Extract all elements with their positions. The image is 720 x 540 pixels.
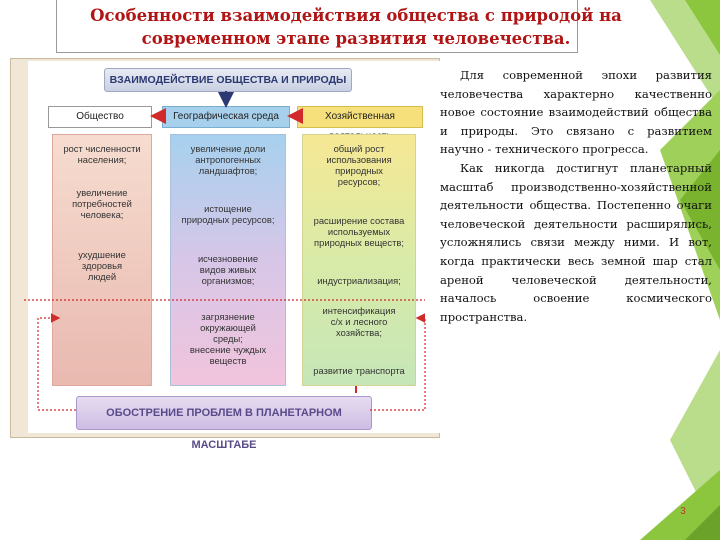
- list-item: расширение состава используемых природных веществ;: [313, 215, 405, 248]
- column-header-society: Общество: [48, 106, 152, 128]
- column-header-economy: Хозяйственная: [297, 106, 423, 128]
- page-number: 3: [680, 506, 686, 517]
- title-line-2: современном этапе развития человечества.: [141, 29, 571, 48]
- slide-title: [56, 4, 656, 50]
- list-item: увеличение доли антропогенных ландшафтов;: [190, 143, 266, 176]
- body-text: [440, 66, 712, 326]
- diagram-bottom-box: ОБОСТРЕНИЕ ПРОБЛЕМ В ПЛАНЕТАРНОМ МАСШТАБЕ: [76, 396, 372, 430]
- list-item: развитие транспорта: [313, 365, 405, 376]
- diagram-header: ВЗАИМОДЕЙСТВИЕ ОБЩЕСТВА И ПРИРОДЫ: [104, 68, 352, 92]
- list-item: загрязнение окружающей среды; внесение чуждых веществ: [189, 311, 267, 366]
- list-item: увеличение потребностей человека;: [72, 187, 132, 220]
- column-geo: [170, 134, 286, 386]
- list-item: индустриализация;: [317, 275, 401, 286]
- list-item: ухудшение здоровья людей: [78, 249, 126, 282]
- column-economy: [302, 134, 416, 386]
- list-item: исчезновение видов живых организмов;: [197, 253, 259, 286]
- paragraph-1: Для современной эпохи развития человечества характерно качественно новое состояние взаимодействий общества и природы. Это связано с развитием научно - технического прогресса.: [440, 68, 712, 157]
- list-item: общий рост использования природных ресурсов;: [326, 143, 392, 187]
- list-item: интенсификация с/х и лесного хозяйства;: [322, 305, 396, 338]
- list-item: рост численности населения;: [63, 143, 141, 165]
- title-line-1: Особенности взаимодействия общества с природой на: [90, 6, 622, 25]
- list-item: истощение природных ресурсов;: [181, 203, 275, 225]
- paragraph-2: Как никогда достигнут планетарный масштаб производственно-хозяйственной деятельности общества. Постепенно очаги человеческой деятельности расширялись, усложнялись связи между ними. И вот, когда практически весь земной шар стал ареной человеческой деятельности, началось освоение космического пространства.: [440, 160, 712, 324]
- column-header-geo: Географическая среда: [162, 106, 290, 128]
- column-society: [52, 134, 152, 386]
